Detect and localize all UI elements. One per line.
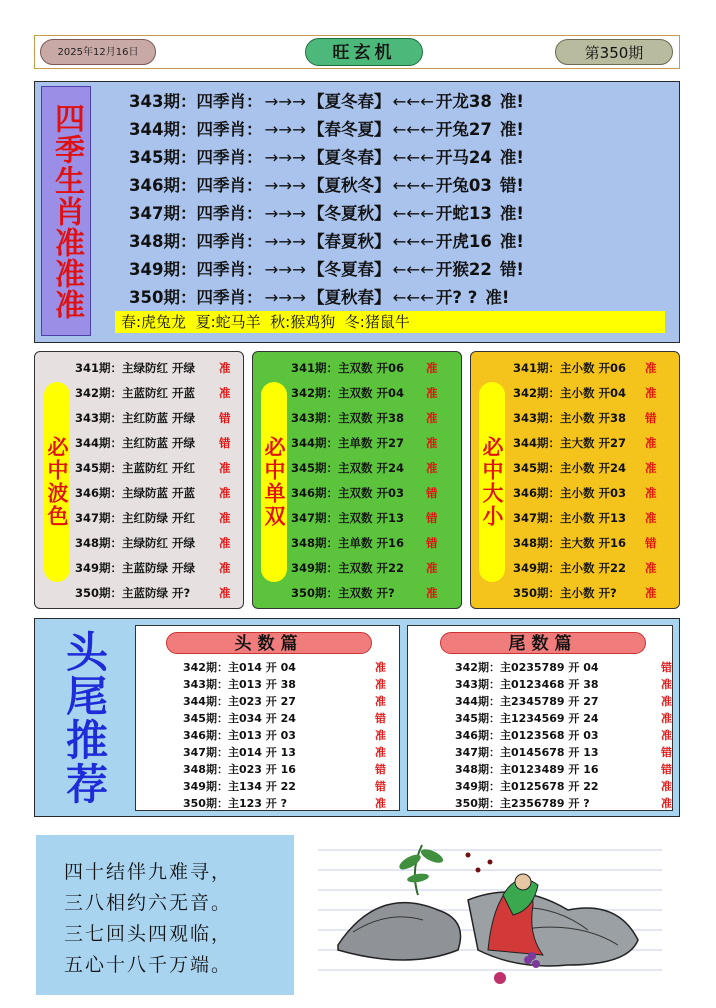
wave-row-mark: 准 (219, 386, 231, 400)
bigsmall-row-text: 344期：主大数 开27 (513, 436, 627, 450)
season-row-period: 349期： (129, 260, 197, 279)
head-tail-row (183, 744, 413, 761)
poem-line: 三八相约六无音。 (64, 892, 233, 914)
season-row-mark: 准! (499, 92, 524, 111)
head-tail-row-mark: 准 (661, 695, 672, 708)
season-row-zodiac: 【春夏秋】 (307, 232, 391, 251)
head-tail-row (183, 727, 413, 744)
arrow-right-icon: →→→ (264, 148, 306, 167)
arrow-left-icon: ←←← (392, 176, 434, 195)
wave-row-text: 350期：主蓝防绿 开? (75, 586, 191, 600)
oddeven-row (291, 406, 471, 431)
poem-box (36, 835, 294, 995)
season-row-mark: 准! (499, 232, 524, 251)
head-tail-row-text: 342期：主014 开 04 (183, 661, 296, 674)
wave-row-text: 346期：主绿防蓝 开蓝 (75, 486, 196, 500)
oddeven-row (291, 556, 471, 581)
head-tail-row-mark: 准 (661, 678, 672, 691)
season-row-result: 开兔27 (435, 120, 492, 139)
oddeven-row-mark: 错 (426, 486, 438, 500)
season-row-label: 四季肖： (196, 288, 263, 307)
oddeven-row-text: 349期：主双数 开22 (291, 561, 405, 575)
bigsmall-row-mark: 准 (645, 561, 657, 575)
wave-row-text: 344期：主红防蓝 开绿 (75, 436, 196, 450)
bigsmall-title-text: 必中大小 (480, 436, 504, 528)
head-number-panel (135, 625, 400, 811)
head-tail-row (183, 761, 413, 778)
arrow-left-icon: ←←← (392, 120, 434, 139)
bigsmall-row-mark: 错 (645, 411, 657, 425)
head-tail-row-mark: 错 (375, 712, 386, 725)
bigsmall-row-mark: 准 (645, 386, 657, 400)
season-row-mark: 错! (499, 176, 524, 195)
wave-row (75, 456, 255, 481)
season-row-label: 四季肖： (196, 120, 263, 139)
bigsmall-row-text: 348期：主大数 开16 (513, 536, 627, 550)
oddeven-row-mark: 准 (426, 561, 438, 575)
oddeven-row-text: 342期：主双数 开04 (291, 386, 405, 400)
bigsmall-row-text: 343期：主小数 开38 (513, 411, 627, 425)
season-title-text: 四季生肖准准准 (49, 102, 84, 320)
head-tail-row (455, 778, 685, 795)
head-tail-row (455, 727, 685, 744)
season-row-period: 347期： (129, 204, 197, 223)
head-tail-row-text: 346期：主013 开 03 (183, 729, 296, 742)
bigsmall-row-mark: 准 (645, 436, 657, 450)
head-tail-row-mark: 准 (661, 780, 672, 793)
head-tail-row (455, 693, 685, 710)
oddeven-row-mark: 准 (426, 361, 438, 375)
wave-row-text: 348期：主绿防红 开绿 (75, 536, 196, 550)
head-tail-row-mark: 错 (661, 661, 672, 674)
season-row-result: 开兔03 (435, 176, 492, 195)
season-row-result: 开龙38 (435, 92, 492, 111)
bigsmall-row-mark: 准 (645, 586, 657, 600)
season-row (129, 116, 659, 144)
bigsmall-row (513, 406, 693, 431)
bigsmall-row-text: 347期：主小数 开13 (513, 511, 627, 525)
arrow-right-icon: →→→ (264, 120, 306, 139)
head-tail-row-text: 345期：主034 开 24 (183, 712, 296, 725)
wave-row (75, 406, 255, 431)
bigsmall-row-text: 341期：主小数 开06 (513, 361, 627, 375)
season-row-label: 四季肖： (196, 204, 263, 223)
head-tail-row-text: 343期：主0123468 开 38 (455, 678, 599, 691)
season-row-result: 开虎16 (435, 232, 492, 251)
tail-panel-title: 尾数篇 (440, 632, 646, 654)
bigsmall-row-mark: 准 (645, 486, 657, 500)
header-bar (34, 35, 680, 69)
bigsmall-row-text: 350期：主小数 开? (513, 586, 617, 600)
wave-row-mark: 准 (219, 536, 231, 550)
wave-row-text: 345期：主蓝防红 开红 (75, 461, 196, 475)
season-zodiac-section (34, 81, 680, 343)
oddeven-row (291, 481, 471, 506)
season-row-zodiac: 【夏冬春】 (307, 92, 391, 111)
wave-row (75, 481, 255, 506)
wave-row-mark: 准 (219, 461, 231, 475)
head-tail-title-char: 头 (65, 628, 108, 677)
season-row-result: 开猴22 (435, 260, 492, 279)
date-badge: 2025年12月16日 (40, 39, 156, 65)
oddeven-row (291, 381, 471, 406)
wave-row (75, 531, 255, 556)
wave-row-mark: 错 (219, 436, 231, 450)
head-tail-row (183, 693, 413, 710)
head-tail-row-text: 350期：主2356789 开 ? (455, 797, 590, 810)
wave-row (75, 356, 255, 381)
oddeven-row-text: 345期：主双数 开24 (291, 461, 405, 475)
bigsmall-row-text: 342期：主小数 开04 (513, 386, 627, 400)
oddeven-row-text: 346期：主双数 开03 (291, 486, 405, 500)
arrow-left-icon: ←←← (392, 204, 434, 223)
oddeven-row (291, 356, 471, 381)
arrow-right-icon: →→→ (264, 288, 306, 307)
head-tail-row-text: 346期：主0123568 开 03 (455, 729, 599, 742)
arrow-right-icon: →→→ (264, 204, 306, 223)
oddeven-row-mark: 准 (426, 411, 438, 425)
season-row-zodiac: 【夏秋冬】 (307, 176, 391, 195)
season-row (129, 172, 659, 200)
oddeven-row-mark: 错 (426, 511, 438, 525)
wave-row (75, 556, 255, 581)
poem-line: 三七回头四观临， (64, 923, 233, 945)
bigsmall-row-mark: 准 (645, 461, 657, 475)
bigsmall-row (513, 456, 693, 481)
oddeven-row-mark: 准 (426, 436, 438, 450)
season-row-result: 开蛇13 (435, 204, 492, 223)
big-small-panel (470, 351, 680, 609)
head-tail-row-text: 345期：主1234569 开 24 (455, 712, 599, 725)
head-tail-row-mark: 错 (661, 746, 672, 759)
oddeven-row-mark: 准 (426, 461, 438, 475)
poem-line: 五心十八千万端。 (64, 954, 233, 976)
head-tail-row-mark: 准 (375, 678, 386, 691)
head-tail-row-text: 348期：主023 开 16 (183, 763, 296, 776)
oddeven-panel-title (261, 382, 287, 582)
wave-row-mark: 准 (219, 561, 231, 575)
wave-row (75, 581, 255, 606)
head-tail-row (183, 710, 413, 727)
head-tail-row (455, 659, 685, 676)
season-row-label: 四季肖： (196, 176, 263, 195)
bigsmall-row-text: 349期：主小数 开22 (513, 561, 627, 575)
season-row-mark: 准! (485, 288, 510, 307)
season-row-period: 350期： (129, 288, 197, 307)
head-tail-row-text: 342期：主0235789 开 04 (455, 661, 599, 674)
head-tail-row-mark: 准 (375, 729, 386, 742)
arrow-right-icon: →→→ (264, 92, 306, 111)
bigsmall-row (513, 381, 693, 406)
head-tail-row-text: 344期：主023 开 27 (183, 695, 296, 708)
logo: 旺玄机 (305, 38, 423, 66)
head-tail-row (455, 795, 685, 812)
bigsmall-row-text: 345期：主小数 开24 (513, 461, 627, 475)
head-panel-title: 头数篇 (166, 632, 372, 654)
head-tail-row-mark: 准 (661, 797, 672, 810)
season-row (129, 256, 659, 284)
bigsmall-row (513, 481, 693, 506)
oddeven-row-text: 343期：主双数 开38 (291, 411, 405, 425)
head-tail-row (183, 778, 413, 795)
wave-color-panel (34, 351, 244, 609)
oddeven-row-mark: 准 (426, 586, 438, 600)
season-row-zodiac: 【夏冬春】 (307, 148, 391, 167)
head-tail-row-text: 343期：主013 开 38 (183, 678, 296, 691)
season-row-period: 344期： (129, 120, 197, 139)
arrow-left-icon: ←←← (392, 232, 434, 251)
oddeven-row-mark: 错 (426, 536, 438, 550)
head-tail-row-text: 348期：主0123489 开 16 (455, 763, 599, 776)
head-tail-title (43, 628, 131, 809)
season-row-mark: 错! (499, 260, 524, 279)
head-tail-row-text: 349期：主134 开 22 (183, 780, 296, 793)
season-section-title (41, 86, 91, 336)
issue-badge: 第350期 (555, 39, 673, 65)
wave-row-text: 342期：主蓝防红 开蓝 (75, 386, 196, 400)
season-row (129, 144, 659, 172)
oddeven-row-text: 347期：主双数 开13 (291, 511, 405, 525)
season-row-period: 345期： (129, 148, 197, 167)
head-tail-row-mark: 准 (375, 797, 386, 810)
head-tail-row (455, 761, 685, 778)
wave-row-mark: 错 (219, 411, 231, 425)
wave-panel-title (44, 382, 70, 582)
oddeven-row-text: 344期：主单数 开27 (291, 436, 405, 450)
wave-row-text: 349期：主蓝防绿 开绿 (75, 561, 196, 575)
head-tail-row (183, 659, 413, 676)
arrow-left-icon: ←←← (392, 148, 434, 167)
season-row-result: 开马24 (435, 148, 492, 167)
odd-even-panel (252, 351, 462, 609)
oddeven-row-text: 350期：主双数 开? (291, 586, 395, 600)
oddeven-title-text: 必中单双 (262, 436, 286, 528)
season-row (129, 200, 659, 228)
head-tail-row-mark: 准 (661, 729, 672, 742)
season-row-label: 四季肖： (196, 232, 263, 251)
head-tail-row-text: 349期：主0125678 开 22 (455, 780, 599, 793)
arrow-left-icon: ←←← (392, 288, 434, 307)
bigsmall-row (513, 556, 693, 581)
bigsmall-row (513, 531, 693, 556)
oddeven-row (291, 431, 471, 456)
season-legend: 春:虎兔龙 夏:蛇马羊 秋:猴鸡狗 冬:猪鼠牛 (115, 311, 665, 333)
season-row-mark: 准! (499, 120, 524, 139)
bigsmall-row-mark: 错 (645, 536, 657, 550)
arrow-right-icon: →→→ (264, 232, 306, 251)
season-row-result: 开? ? (435, 288, 478, 307)
head-tail-row-text: 344期：主2345789 开 27 (455, 695, 599, 708)
head-tail-title-char: 尾 (65, 672, 108, 721)
head-tail-row-mark: 准 (661, 712, 672, 725)
season-row (129, 284, 659, 312)
bigsmall-row (513, 431, 693, 456)
season-row-mark: 准! (499, 148, 524, 167)
bigsmall-row-text: 346期：主小数 开03 (513, 486, 627, 500)
wave-title-text: 必中波色 (45, 436, 69, 528)
head-tail-row-mark: 错 (375, 780, 386, 793)
season-row-period: 348期： (129, 232, 197, 251)
head-tail-row-text: 347期：主0145678 开 13 (455, 746, 599, 759)
head-tail-row (455, 710, 685, 727)
wave-row-mark: 准 (219, 586, 231, 600)
arrow-right-icon: →→→ (264, 260, 306, 279)
wave-row-text: 343期：主红防蓝 开绿 (75, 411, 196, 425)
head-tail-section (34, 618, 680, 817)
season-row-label: 四季肖： (196, 92, 263, 111)
season-row-label: 四季肖： (196, 148, 263, 167)
head-tail-title-char: 荐 (65, 760, 108, 809)
tail-number-panel (407, 625, 673, 811)
wave-row-mark: 准 (219, 486, 231, 500)
wave-row (75, 506, 255, 531)
bigsmall-row (513, 356, 693, 381)
wave-row-mark: 准 (219, 511, 231, 525)
head-tail-row-mark: 错 (661, 763, 672, 776)
season-row-zodiac: 【冬夏秋】 (307, 204, 391, 223)
wave-row (75, 381, 255, 406)
bigsmall-row (513, 581, 693, 606)
bigsmall-row-mark: 准 (645, 511, 657, 525)
bigsmall-panel-title (479, 382, 505, 582)
head-tail-row-mark: 准 (375, 746, 386, 759)
season-row-zodiac: 【夏秋春】 (307, 288, 391, 307)
oddeven-row (291, 581, 471, 606)
head-tail-row-mark: 准 (375, 661, 386, 674)
head-tail-row (183, 676, 413, 693)
head-tail-row-mark: 错 (375, 763, 386, 776)
season-row-label: 四季肖： (196, 260, 263, 279)
head-tail-row (183, 795, 413, 812)
wave-row-text: 341期：主绿防红 开绿 (75, 361, 196, 375)
head-tail-row-text: 347期：主014 开 13 (183, 746, 296, 759)
oddeven-row-text: 348期：主单数 开16 (291, 536, 405, 550)
illustration-figure-on-rocks (318, 840, 662, 990)
head-tail-title-char: 推 (65, 716, 108, 765)
season-row-mark: 准! (499, 204, 524, 223)
wave-row (75, 431, 255, 456)
season-row (129, 88, 659, 116)
oddeven-row (291, 506, 471, 531)
season-row (129, 228, 659, 256)
head-tail-row (455, 676, 685, 693)
season-row-zodiac: 【冬夏春】 (307, 260, 391, 279)
wave-row-mark: 准 (219, 361, 231, 375)
arrow-right-icon: →→→ (264, 176, 306, 195)
season-row-zodiac: 【春冬夏】 (307, 120, 391, 139)
season-row-period: 346期： (129, 176, 197, 195)
oddeven-row (291, 456, 471, 481)
oddeven-row (291, 531, 471, 556)
season-row-period: 343期： (129, 92, 197, 111)
arrow-left-icon: ←←← (392, 260, 434, 279)
head-tail-row-text: 350期：主123 开 ? (183, 797, 287, 810)
head-tail-row-mark: 准 (375, 695, 386, 708)
head-tail-row (455, 744, 685, 761)
oddeven-row-text: 341期：主双数 开06 (291, 361, 405, 375)
arrow-left-icon: ←←← (392, 92, 434, 111)
poem-line: 四十结伴九难寻， (64, 861, 233, 883)
bigsmall-row-mark: 准 (645, 361, 657, 375)
wave-row-text: 347期：主红防绿 开红 (75, 511, 196, 525)
oddeven-row-mark: 准 (426, 386, 438, 400)
bigsmall-row (513, 506, 693, 531)
